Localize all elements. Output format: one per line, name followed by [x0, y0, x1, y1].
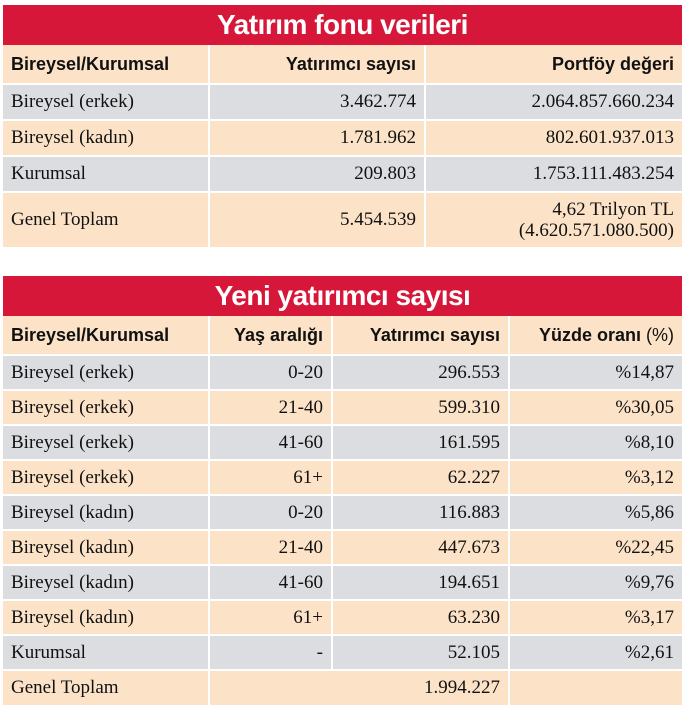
row-percent: %3,17	[509, 600, 682, 635]
row-label: Kurumsal	[3, 156, 209, 192]
table1-title: Yatırım fonu verileri	[3, 5, 682, 45]
table1-header-type: Bireysel/Kurumsal	[3, 45, 209, 84]
row-investor-count: 116.883	[332, 495, 509, 530]
table-row	[3, 565, 682, 600]
table2-header-percent-label: Yüzde oranı	[538, 324, 641, 345]
row-label: Bireysel (kadın)	[3, 530, 209, 565]
table-row	[3, 635, 682, 670]
total-portfolio-value	[425, 192, 682, 247]
row-label: Bireysel (kadın)	[3, 600, 209, 635]
table-row	[3, 156, 682, 192]
table-row	[3, 460, 682, 495]
row-investor-count: 52.105	[332, 635, 509, 670]
total-label: Genel Toplam	[3, 192, 209, 247]
table-row	[3, 120, 682, 156]
row-percent: %9,76	[509, 565, 682, 600]
table2-header-percent	[509, 316, 682, 355]
new-investors-table	[3, 276, 682, 705]
table1-header-row	[3, 45, 682, 84]
table1-grid	[3, 45, 682, 247]
total-investor-count: 5.454.539	[209, 192, 425, 247]
row-age-range: 21-40	[209, 530, 332, 565]
row-age-range: 41-60	[209, 425, 332, 460]
row-label: Bireysel (erkek)	[3, 390, 209, 425]
row-investor-count: 1.781.962	[209, 120, 425, 156]
row-label: Bireysel (kadın)	[3, 565, 209, 600]
row-percent: %14,87	[509, 355, 682, 390]
total-row	[3, 670, 682, 705]
total-row	[3, 192, 682, 247]
row-percent: %5,86	[509, 495, 682, 530]
row-age-range: 0-20	[209, 355, 332, 390]
table-row	[3, 355, 682, 390]
row-portfolio-value: 802.601.937.013	[425, 120, 682, 156]
total-investor-count: 1.994.227	[209, 670, 509, 705]
row-portfolio-value: 2.064.857.660.234	[425, 84, 682, 120]
investment-fund-table	[3, 5, 682, 247]
row-age-range: 0-20	[209, 495, 332, 530]
row-investor-count: 161.595	[332, 425, 509, 460]
row-percent: %3,12	[509, 460, 682, 495]
table2-header-count: Yatırımcı sayısı	[332, 316, 509, 355]
table2-header-age: Yaş aralığı	[209, 316, 332, 355]
row-investor-count: 63.230	[332, 600, 509, 635]
table1-header-value: Portföy değeri	[425, 45, 682, 84]
row-investor-count: 296.553	[332, 355, 509, 390]
table2-header-type: Bireysel/Kurumsal	[3, 316, 209, 355]
table2-title: Yeni yatırımcı sayısı	[3, 276, 682, 316]
total-value-trillion: 4,62 Trilyon TL	[552, 199, 674, 220]
row-investor-count: 209.803	[209, 156, 425, 192]
row-label: Bireysel (kadın)	[3, 120, 209, 156]
table-row	[3, 84, 682, 120]
table-row	[3, 600, 682, 635]
row-age-range: 61+	[209, 600, 332, 635]
total-value-exact: (4.620.571.080.500)	[518, 220, 674, 241]
row-percent: %8,10	[509, 425, 682, 460]
row-label: Bireysel (erkek)	[3, 460, 209, 495]
row-percent: %2,61	[509, 635, 682, 670]
row-label: Bireysel (kadın)	[3, 495, 209, 530]
row-label: Bireysel (erkek)	[3, 84, 209, 120]
row-label: Bireysel (erkek)	[3, 355, 209, 390]
table2-grid	[3, 316, 682, 705]
row-investor-count: 3.462.774	[209, 84, 425, 120]
row-investor-count: 62.227	[332, 460, 509, 495]
row-age-range: 61+	[209, 460, 332, 495]
table2-header-percent-unit: (%)	[646, 324, 674, 345]
row-investor-count: 447.673	[332, 530, 509, 565]
table-row	[3, 530, 682, 565]
total-percent-empty	[509, 670, 682, 705]
row-label: Bireysel (erkek)	[3, 425, 209, 460]
table-row	[3, 390, 682, 425]
table2-header-row	[3, 316, 682, 355]
row-percent: %30,05	[509, 390, 682, 425]
row-label: Kurumsal	[3, 635, 209, 670]
table-row	[3, 425, 682, 460]
row-age-range: 41-60	[209, 565, 332, 600]
row-portfolio-value: 1.753.111.483.254	[425, 156, 682, 192]
total-label: Genel Toplam	[3, 670, 209, 705]
row-investor-count: 599.310	[332, 390, 509, 425]
table1-header-count: Yatırımcı sayısı	[209, 45, 425, 84]
row-age-range: 21-40	[209, 390, 332, 425]
table-row	[3, 495, 682, 530]
row-investor-count: 194.651	[332, 565, 509, 600]
row-percent: %22,45	[509, 530, 682, 565]
row-age-range: -	[209, 635, 332, 670]
